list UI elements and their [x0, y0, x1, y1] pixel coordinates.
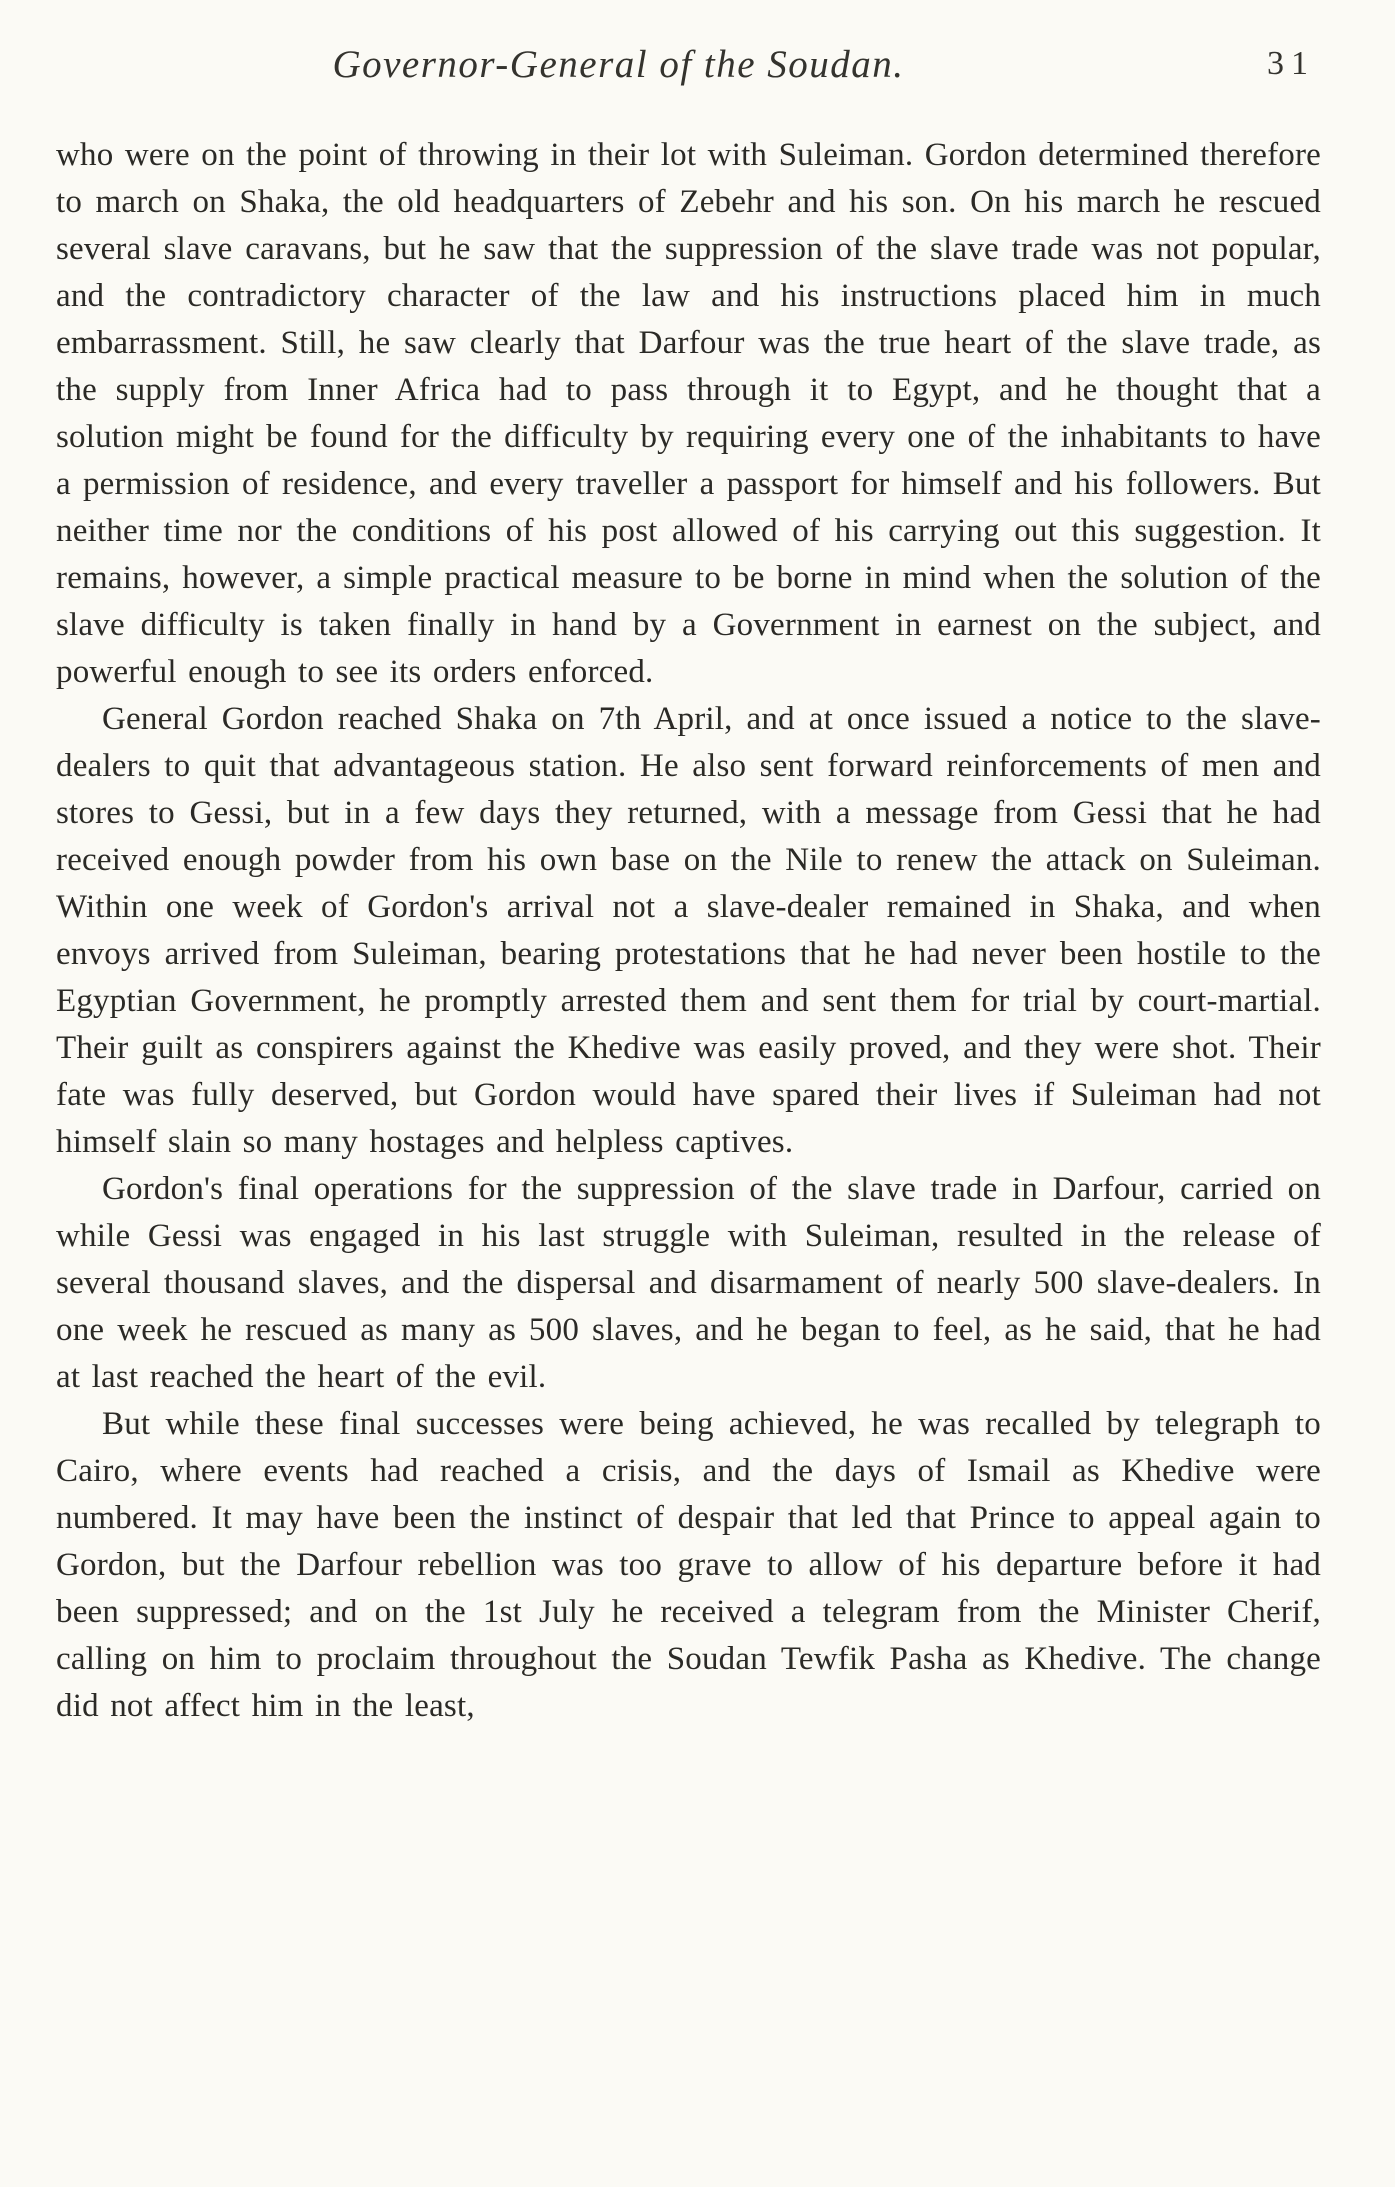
paragraph: But while these final successes were being achieved, he was recalled by telegraph to Cairo, where events had reached a crisis, and the days of Ismail as Khedive were numbered. It may have been the instinct of despair that led that Prince to appeal again to Gordon, but the Darfour rebellion was too grave to allow of his departure before it had been suppressed; and on the 1st July he received a telegram from the Minister Cherif, calling on him to proclaim throughout the Soudan Tewfik Pasha as Khedive. The change did not affect him in the least, — [56, 1406, 1321, 1724]
page-body — [56, 132, 1321, 1730]
page-title: Governor-General of the Soudan. — [332, 43, 905, 86]
paragraph-continuation: who were on the point of throwing in their lot with Suleiman. Gordon determined therefore to march on Shaka, the old headquarters of Zebehr and his son. On his march he rescued several slave caravans, but he saw that the suppression of the slave trade was not popular, and the contradictory character of the law and his instructions placed him in much embarrassment. Still, he saw clearly that Darfour was the true heart of the slave trade, as the supply from Inner Africa had to pass through it to Egypt, and he thought that a solution might be found for the difficulty by requiring every one of the inhabitants to have a permission of residence, and every traveller a passport for himself and his followers. But neither time nor the conditions of his post allowed of his carrying out this suggestion. It remains, however, a simple practical measure to be borne in mind when the solution of the slave difficulty is taken finally in hand by a Government in earnest on the subject, and powerful enough to see its orders enforced. — [56, 137, 1321, 690]
paragraph: Gordon's final operations for the suppression of the slave trade in Darfour, carried on while Gessi was engaged in his last struggle with Suleiman, resulted in the release of several thousand slaves, and the dispersal and disarmament of nearly 500 slave-dealers. In one week he rescued as many as 500 slaves, and he began to feel, as he said, that he had at last reached the heart of the evil. — [56, 1171, 1321, 1395]
page-number: 31 — [1267, 45, 1315, 82]
paragraph: General Gordon reached Shaka on 7th April, and at once issued a notice to the slave-dealers to quit that advantageous station. He also sent forward reinforcements of men and stores to Gessi, but in a few days they returned, with a message from Gessi that he had received enough powder from his own base on the Nile to renew the attack on Suleiman. Within one week of Gordon's arrival not a slave-dealer remained in Shaka, and when envoys arrived from Suleiman, bearing protestations that he had never been hostile to the Egyptian Government, he promptly arrested them and sent them for trial by court-martial. Their guilt as conspirers against the Khedive was easily proved, and they were shot. Their fate was fully deserved, but Gordon would have spared their lives if Suleiman had not himself slain so many hostages and helpless captives. — [56, 701, 1321, 1160]
running-head — [56, 42, 1321, 106]
